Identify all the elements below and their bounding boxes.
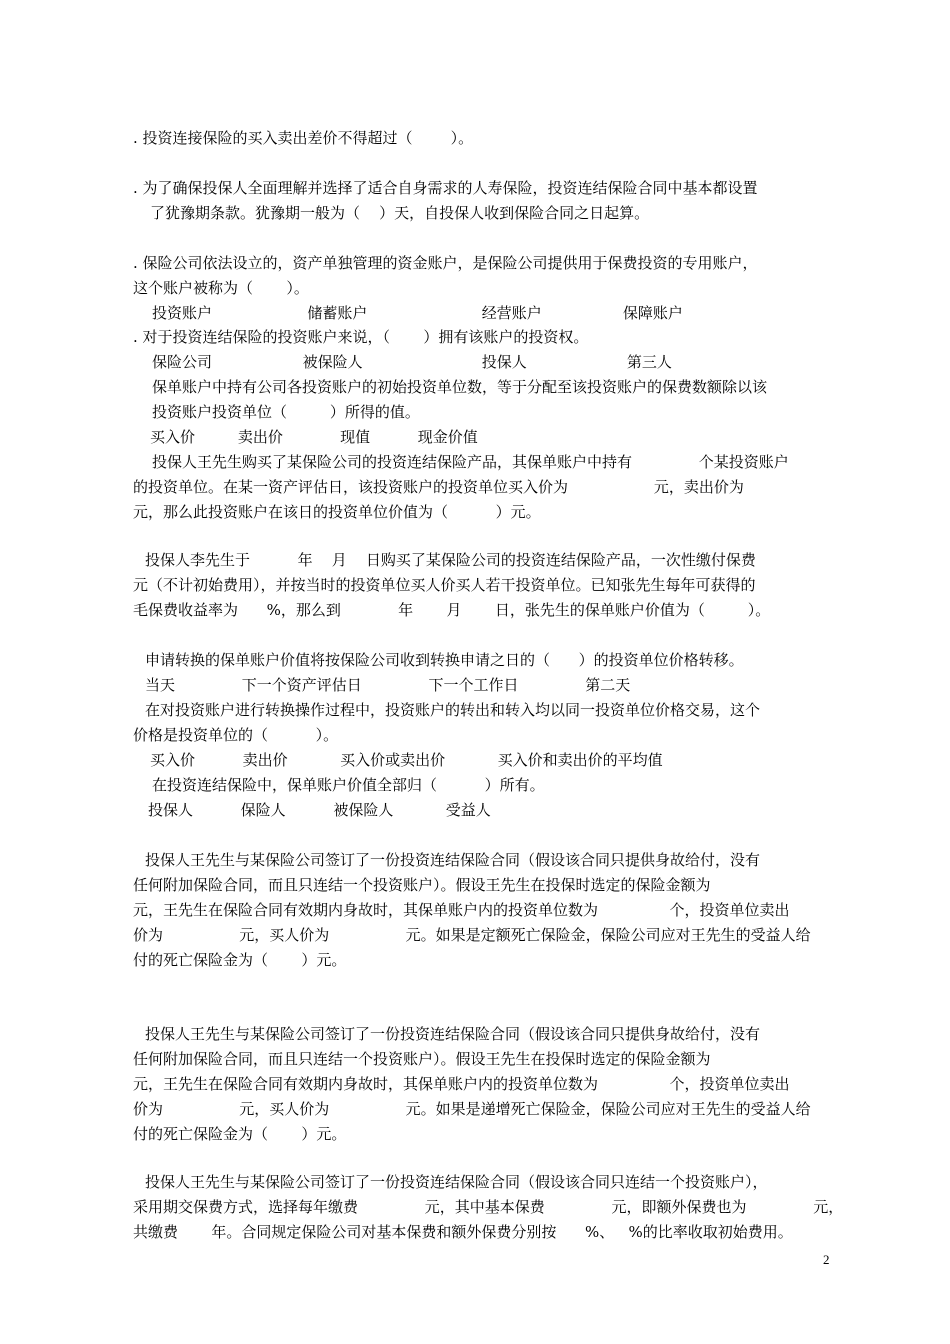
line: 价格是投资单位的（ ）。 xyxy=(133,726,339,744)
line: 买入价 卖出价 买入价或卖出价 买入价和卖出价的平均值 xyxy=(150,751,663,769)
line: 保险公司 被保险人 投保人 第三人 xyxy=(152,353,672,371)
line: 申请转换的保单账户价值将按保险公司收到转换申请之日的（ ）的投资单位价格转移。 xyxy=(145,651,744,669)
page-number: 2 xyxy=(823,1252,830,1267)
line: 任何附加保险合同，而且只连结一个投资账户）。假设王先生在投保时选定的保险金额为 xyxy=(133,1050,711,1068)
line: . 为了确保投保人全面理解并选择了适合自身需求的人寿保险，投资连结保险合同中基本都设置 xyxy=(133,179,758,197)
line: 在投资连结保险中，保单账户价值全部归（ ）所有。 xyxy=(152,776,545,794)
line: . 对于投资连结保险的投资账户来说，（ ）拥有该账户的投资权。 xyxy=(133,328,589,346)
line: 买入价 卖出价 现值 现金价值 xyxy=(150,428,478,446)
line: 元，王先生在保险合同有效期内身故时，其保单账户内的投资单位数为 个，投资单位卖出 xyxy=(133,1075,790,1093)
line: 了犹豫期条款。犹豫期一般为（ ）天，自投保人收到保险合同之日起算。 xyxy=(150,204,650,222)
line: 价为 元，买人价为 元。如果是定额死亡保险金，保险公司应对王先生的受益人给 xyxy=(133,926,811,944)
line: 任何附加保险合同，而且只连结一个投资账户）。假设王先生在投保时选定的保险金额为 xyxy=(133,876,711,894)
line: 元，王先生在保险合同有效期内身故时，其保单账户内的投资单位数为 个，投资单位卖出 xyxy=(133,901,790,919)
line: 的投资单位。在某一资产评估日，该投资账户的投资单位买入价为 元，卖出价为 xyxy=(133,478,744,496)
line: 投保人王先生与某保险公司签订了一份投资连结保险合同（假设该合同只提供身故给付，没有 xyxy=(145,851,761,869)
line: 投保人王先生购买了某保险公司的投资连结保险产品，其保单账户中持有 个某投资账户 xyxy=(152,453,789,471)
line: 毛保费收益率为 %，那么到 年 月 日，张先生的保单账户价值为（ ）。 xyxy=(133,601,771,619)
line: . 投资连接保险的买入卖出差价不得超过（ ）。 xyxy=(133,129,474,147)
line: 付的死亡保险金为（ ）元。 xyxy=(133,951,347,969)
line: 付的死亡保险金为（ ）元。 xyxy=(133,1125,347,1143)
line: 投资账户 储蓄账户 经营账户 保障账户 xyxy=(152,304,683,322)
line: 价为 元，买人价为 元。如果是递增死亡保险金，保险公司应对王先生的受益人给 xyxy=(133,1100,811,1118)
line: 投资账户投资单位（ ）所得的值。 xyxy=(152,403,420,421)
line: 共缴费 年。合同规定保险公司对基本保费和额外保费分别按 %、 %的比率收取初始费用。 xyxy=(133,1223,793,1241)
line: 这个账户被称为（ ）。 xyxy=(133,279,309,297)
line: 投保人李先生于 年 月 日购买了某保险公司的投资连结保险产品，一次性缴付保费 xyxy=(145,551,756,569)
line: 采用期交保费方式，选择每年缴费 元，其中基本保费 元，即额外保费也为 元， xyxy=(133,1198,844,1216)
line: 元（不计初始费用），并按当时的投资单位买人价买人若干投资单位。已知张先生每年可获得的 xyxy=(133,576,756,594)
line: 在对投资账户进行转换操作过程中，投资账户的转出和转入均以同一投资单位价格交易，这个 xyxy=(145,701,761,719)
line: 投保人王先生与某保险公司签订了一份投资连结保险合同（假设该合同只提供身故给付，没有 xyxy=(145,1025,761,1043)
line: 投保人王先生与某保险公司签订了一份投资连结保险合同（假设该合同只连结一个投资账户）， xyxy=(145,1173,768,1191)
line: 投保人 保险人 被保险人 受益人 xyxy=(148,801,491,819)
line: 保单账户中持有公司各投资账户的初始投资单位数，等于分配至该投资账户的保费数额除以该 xyxy=(152,378,768,396)
line: . 保险公司依法设立的，资产单独管理的资金账户，是保险公司提供用于保费投资的专用账户， xyxy=(133,254,758,272)
line: 当天 下一个资产评估日 下一个工作日 第二天 xyxy=(145,676,631,694)
line: 元，那么此投资账户在该日的投资单位价值为（ ）元。 xyxy=(133,503,541,521)
